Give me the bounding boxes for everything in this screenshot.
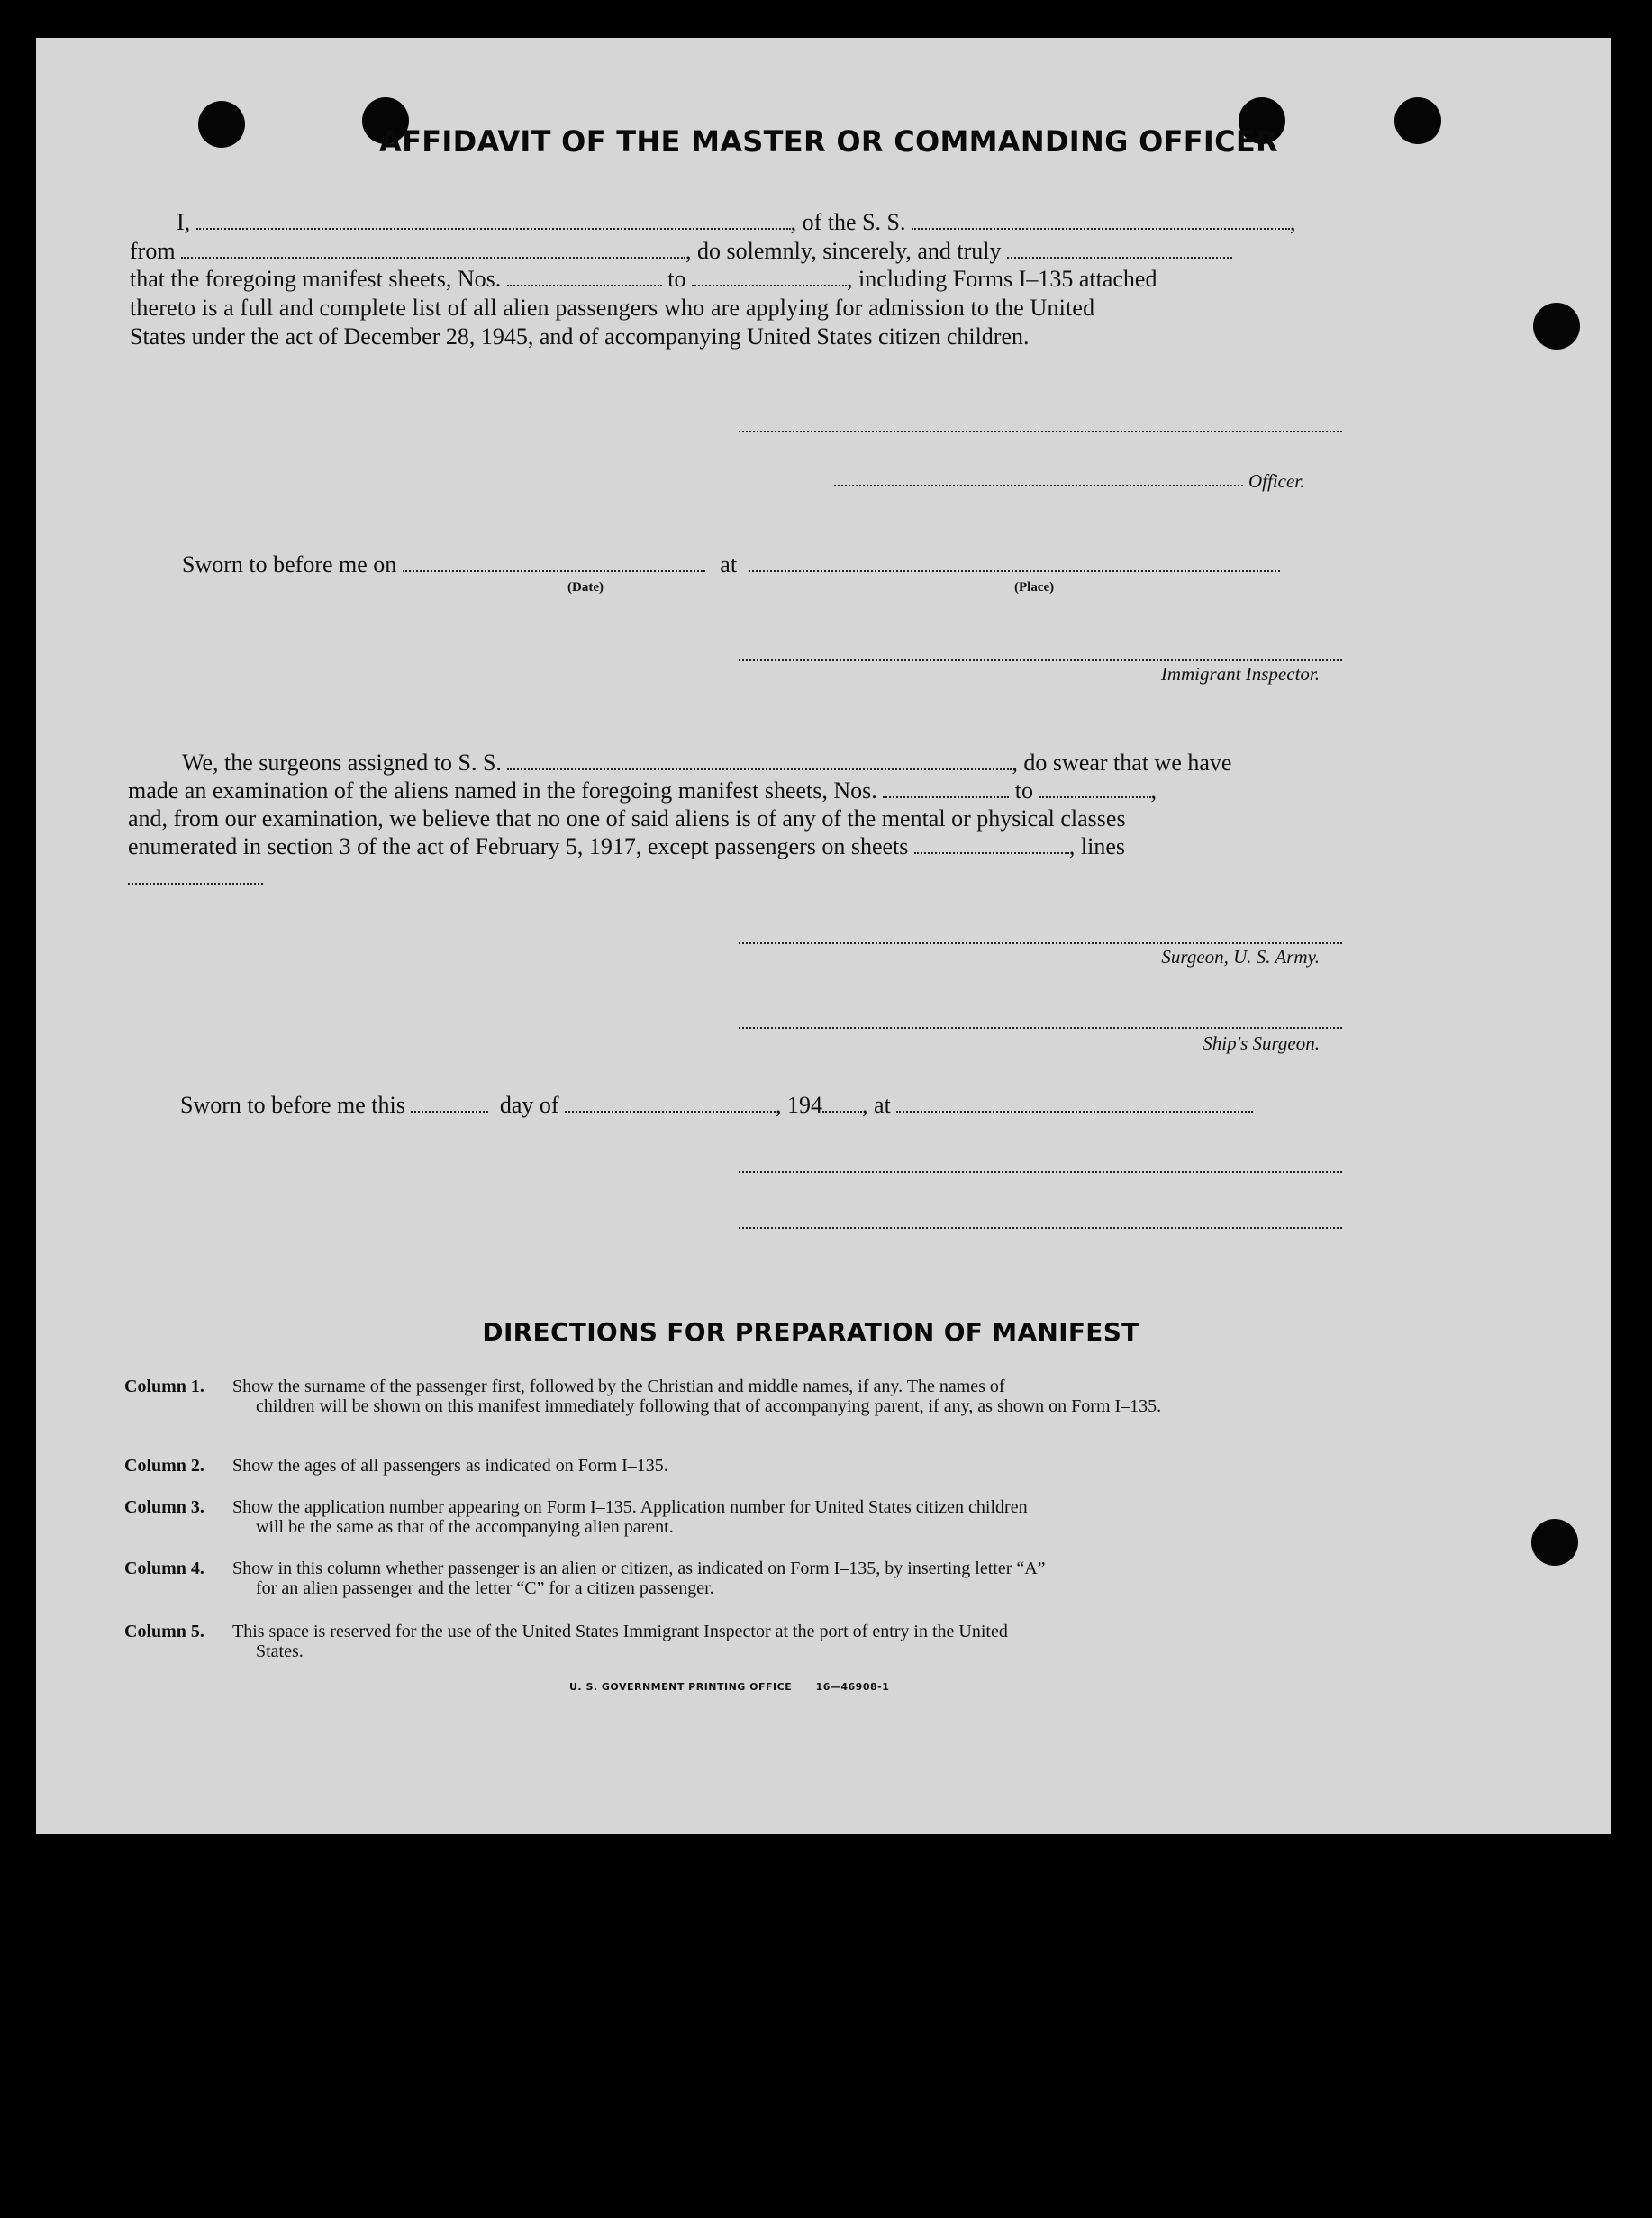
- name-blank[interactable]: [196, 210, 791, 230]
- text: Sworn to before me on: [182, 551, 397, 577]
- text: ,: [1150, 777, 1157, 804]
- column-4-text: [232, 1559, 1324, 1598]
- text: that the foregoing manifest sheets, Nos.: [130, 266, 502, 292]
- surgeons-line-3: and, from our examination, we believe that no one of said aliens is of any of the mental or physical classes: [128, 805, 1126, 832]
- text: , do swear that we have: [1012, 750, 1232, 776]
- affidavit-line-5: States under the act of December 28, 1945, and of accompanying United States citizen children.: [130, 323, 1030, 350]
- text: , of the S. S.: [790, 209, 906, 235]
- affidavit-line-2: [130, 238, 1232, 265]
- month-blank[interactable]: [565, 1093, 776, 1113]
- text: to: [1014, 777, 1033, 804]
- column-5-first: This space is reserved for the use of the United States Immigrant Inspector at the port of entry in the United: [232, 1622, 1008, 1641]
- text: ,: [1290, 209, 1296, 235]
- place-caption: (Place): [1014, 580, 1055, 595]
- surgeons-line-2: [128, 777, 1157, 804]
- place-blank[interactable]: [749, 552, 1280, 572]
- column-1-rest: children will be shown on this manifest immediately following that of accompanying parent, if any, as shown on Form I–135.: [256, 1396, 1162, 1416]
- column-3-rest: will be the same as that of the accompanying alien parent.: [256, 1517, 674, 1537]
- affidavit-line-1: [177, 209, 1296, 236]
- text: , at: [862, 1092, 891, 1118]
- form-sheet: [36, 38, 1611, 1834]
- lines-blank[interactable]: [128, 883, 263, 885]
- column-4-rest: for an alien passenger and the letter “C” for a citizen passenger.: [256, 1578, 714, 1598]
- officer-label: Officer.: [1248, 470, 1305, 492]
- signature-line[interactable]: [739, 431, 1342, 432]
- year-blank[interactable]: [822, 1093, 862, 1113]
- affidavit-title: AFFIDAVIT OF THE MASTER OR COMMANDING OFFICER: [379, 124, 1278, 159]
- column-3-text: [232, 1497, 1324, 1537]
- column-4-label: Column 4.: [124, 1559, 204, 1578]
- day-blank[interactable]: [411, 1093, 488, 1113]
- directions-title: DIRECTIONS FOR PREPARATION OF MANIFEST: [482, 1317, 1139, 1347]
- sheet-from-blank[interactable]: [507, 267, 662, 286]
- inspector-signature-line[interactable]: [739, 659, 1342, 661]
- column-1-first: Show the surname of the passenger first, followed by the Christian and middle names, if any. The names of: [232, 1377, 1005, 1396]
- text: , lines: [1068, 833, 1126, 859]
- text: at: [720, 551, 738, 577]
- column-2-text: [232, 1456, 1324, 1476]
- punch-hole: [1531, 1519, 1578, 1566]
- surgeon-sheet-to-blank[interactable]: [1039, 778, 1151, 798]
- column-3-first: Show the application number appearing on Form I–135. Application number for United States citizen children: [232, 1497, 1028, 1517]
- surgeons-line-4: [128, 833, 1125, 860]
- sworn-line-2: [180, 1092, 1253, 1119]
- column-4-first: Show in this column whether passenger is an alien or citizen, as indicated on Form I–135, by inserting letter “A”: [232, 1559, 1046, 1578]
- army-surgeon-signature-line[interactable]: [739, 942, 1342, 944]
- text: from: [130, 238, 176, 264]
- ship-surgeon-signature-line[interactable]: [739, 1027, 1342, 1029]
- text: made an examination of the aliens named in the foregoing manifest sheets, Nos.: [128, 777, 877, 804]
- sheet-to-blank[interactable]: [692, 267, 847, 286]
- affidavit-line-3: [130, 266, 1157, 293]
- witness-title-line[interactable]: [739, 1227, 1342, 1229]
- inspector-label: Immigrant Inspector.: [1160, 663, 1320, 685]
- column-1-label: Column 1.: [124, 1377, 204, 1396]
- text: , do solemnly, sincerely, and truly: [685, 238, 1002, 264]
- surgeon-sheet-from-blank[interactable]: [883, 778, 1009, 798]
- sworn-place-blank[interactable]: [896, 1093, 1253, 1113]
- port-blank[interactable]: [181, 239, 685, 259]
- sworn-line-1: [182, 551, 1280, 578]
- affidavit-line-4: thereto is a full and complete list of all alien passengers who are applying for admission to the United: [130, 295, 1095, 321]
- text: to: [667, 266, 686, 292]
- ship-surgeon-label: Ship's Surgeon.: [1203, 1032, 1320, 1054]
- date-blank[interactable]: [403, 552, 705, 572]
- text: , including Forms I–135 attached: [847, 266, 1157, 292]
- date-caption: (Date): [567, 580, 604, 595]
- printer-name: U. S. GOVERNMENT PRINTING OFFICE: [569, 1681, 793, 1693]
- officer-signature-line[interactable]: [834, 485, 1243, 486]
- witness-signature-line[interactable]: [739, 1171, 1342, 1173]
- printer-credit: [569, 1681, 889, 1693]
- column-5-label: Column 5.: [124, 1622, 204, 1641]
- text: I,: [177, 209, 191, 235]
- surgeons-line-1: [182, 750, 1231, 777]
- column-3-label: Column 3.: [124, 1497, 204, 1517]
- column-2-label: Column 2.: [124, 1456, 204, 1476]
- text: enumerated in section 3 of the act of February 5, 1917, except passengers on sheets: [128, 833, 909, 859]
- swear-blank[interactable]: [1007, 239, 1232, 259]
- surgeon-ship-blank[interactable]: [507, 750, 1012, 770]
- column-2-first: Show the ages of all passengers as indicated on Form I–135.: [232, 1456, 668, 1476]
- text: , 194: [776, 1092, 823, 1118]
- punch-hole: [1533, 303, 1580, 350]
- except-sheets-blank[interactable]: [914, 834, 1069, 854]
- text: Sworn to before me this: [180, 1092, 405, 1118]
- column-5-rest: States.: [256, 1641, 304, 1661]
- text: We, the surgeons assigned to S. S.: [182, 750, 502, 776]
- print-code: 16—46908-1: [815, 1681, 890, 1693]
- column-1-text: [232, 1377, 1324, 1416]
- column-5-text: [232, 1622, 1324, 1661]
- text: day of: [499, 1092, 559, 1118]
- army-surgeon-label: Surgeon, U. S. Army.: [1161, 946, 1320, 968]
- ship-blank[interactable]: [912, 210, 1290, 230]
